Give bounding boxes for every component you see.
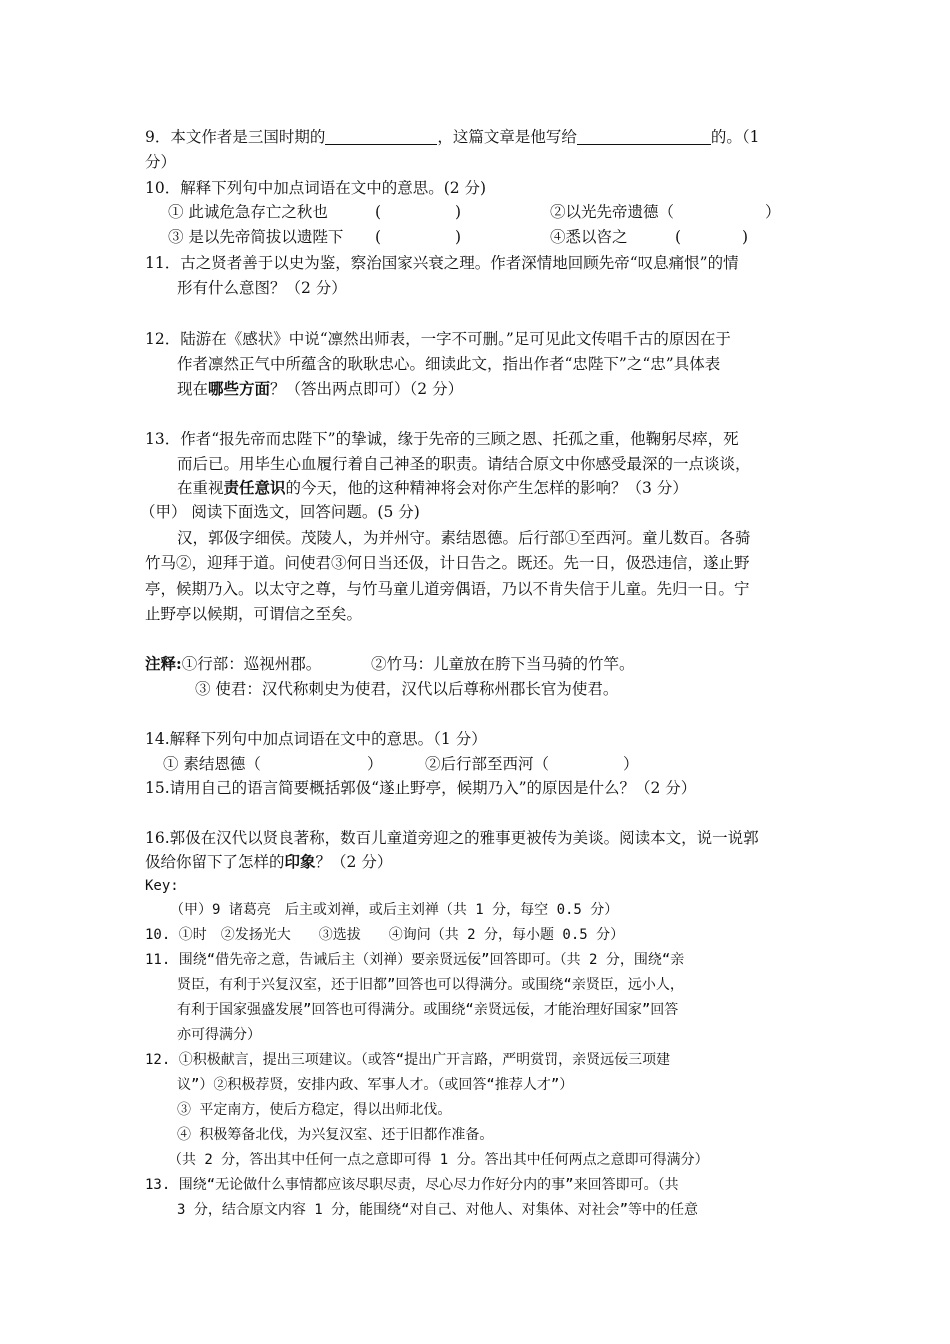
note-3: ③ 使君：汉代称刺史为使君，汉代以后尊称州郡长官为使君。 [195, 680, 619, 698]
q11-line-2: 形有什么意图？（2 分） [177, 279, 347, 297]
q9-text-a: 9．本文作者是三国时期的 [145, 128, 326, 146]
key-11-line-3: 有利于国家强盛发展”回答也可得满分。或围绕“亲贤远佞，才能治理好国家”回答 [177, 1002, 679, 1018]
q16-line-2 [145, 850, 810, 874]
passage-line-1: 汉，郭伋字细侯。茂陵人，为并州守。素结恩德。后行部①至西河。童儿数百。各骑 [177, 529, 751, 547]
q11-line-1: 11．古之贤者善于以史为鉴，察治国家兴衰之理。作者深情地回顾先帝“叹息痛恨”的情 [145, 254, 739, 272]
q14-item-a-close: ） [367, 755, 383, 773]
q13-l3a: 在重视 [177, 479, 224, 497]
q10-paren-open-3: ( [375, 228, 382, 246]
q13-l3c: 的今天，他的这种精神将会对你产生怎样的影响？（3 分） [285, 479, 688, 497]
q13-l3b: 责任意识 [223, 478, 286, 497]
q10-paren-close-2: ） [765, 203, 781, 221]
q9-text-b: ，这篇文章是他写给 [437, 128, 577, 146]
q10-item-2: ②以光先帝遗德（ [550, 203, 675, 221]
q13-line-3 [177, 476, 842, 500]
q13-line-2: 而后已。用毕生心血履行着自己神圣的职责。请结合原文中你感受最深的一点谈谈， [177, 455, 751, 473]
q16-l2b: 印象 [284, 852, 316, 871]
key-12-line-5: （共 2 分，答出其中任何一点之意即可得 1 分。答出其中任何两点之意即可得满分） [168, 1152, 709, 1168]
notes-label: 注释: [145, 654, 182, 673]
q16-l2c: ？（2 分） [315, 853, 393, 871]
q15-line-1: 15.请用自己的语言简要概括郭伋“遂止野亭，候期乃入”的原因是什么？（2 分） [145, 779, 697, 797]
passage-line-3: 亭，候期乃入。以太守之尊，与竹马童儿道旁偶语，乃以不肯失信于儿童。先归一日。宁 [145, 580, 750, 598]
q12-line-1: 12．陆游在《感状》中说“凛然出师表，一字不可删。”足可见此文传唱千古的原因在于 [145, 330, 731, 348]
passage-line-4: 止野亭以候期，可谓信之至矣。 [145, 605, 363, 623]
key-11-line-2: 贤臣，有利于兴复汉室，还于旧都”回答也可以得满分。或围绕“亲贤臣，远小人， [177, 977, 684, 993]
key-12-line-3: ③ 平定南方，使后方稳定，得以出师北伐。 [177, 1102, 452, 1118]
q14-item-b-close: ） [623, 755, 639, 773]
q14-item-a: ① 素结恩德（ [163, 755, 261, 773]
q9-blank-author[interactable] [325, 128, 437, 145]
key-label: Key: [145, 878, 179, 894]
note-2: ②竹马：儿童放在胯下当马骑的竹竿。 [371, 655, 635, 673]
key-13-line-1: 13. 围绕“无论做什么事情都应该尽职尽责，尽心尽力作好分内的事”来回答即可。（共 [145, 1177, 679, 1193]
passage-line-2: 竹马②，迎拜于道。问使君③何日当还伋，计日告之。既还。先一日，伋恐违信，遂止野 [145, 554, 750, 572]
q16-line-1: 16.郭伋在汉代以贤良著称，数百儿童道旁迎之的雅事更被传为美谈。阅读本文，说一说郭 [145, 829, 759, 847]
key-10: 10. ①时 ②发扬光大 ③选拔 ④询问（共 2 分，每小题 0.5 分） [145, 927, 625, 943]
q10-item-3: ③ 是以先帝简拔以遗陛下 [168, 228, 344, 246]
q14-item-b: ②后行部至西河（ [425, 755, 550, 773]
q10-item-4: ④悉以咨之 [550, 228, 628, 246]
key-13-line-2: 3 分，结合原文内容 1 分，能围绕“对自己、对他人、对集体、对社会”等中的任意 [177, 1202, 698, 1218]
passage-heading: （甲） 阅读下面选文，回答问题。(5 分) [140, 503, 420, 521]
q12-l3a: 现在 [177, 380, 209, 398]
q14-stem: 14.解释下列句中加点词语在文中的意思。（1 分） [145, 730, 487, 748]
notes-row-1 [145, 652, 810, 676]
key-11-line-1: 11. 围绕“借先帝之意，告诫后主（刘禅）要亲贤远佞”回答即可。（共 2 分，围绕“亲 [145, 952, 685, 968]
q9-text-c: 的。（1 [710, 128, 760, 146]
q16-l2a: 伋给你留下了怎样的 [145, 853, 285, 871]
q10-paren-open-1: ( [375, 203, 382, 221]
q13-line-1: 13．作者“报先帝而忠陛下”的挚诚，缘于先帝的三顾之恩、托孤之重，他鞠躬尽瘁，死 [145, 430, 739, 448]
key-12-line-2: 议”）②积极荐贤，安排内政、军事人才。（或回答“推荐人才”） [177, 1077, 574, 1093]
q9-text-d: 分） [145, 153, 177, 171]
q10-paren-close-4: ) [742, 228, 749, 246]
q10-item-1: ① 此诚危急存亡之秋也 [168, 203, 328, 221]
q9-blank-recipient[interactable] [577, 128, 711, 145]
key-12-line-4: ④ 积极筹备北伐，为兴复汉室、还于旧都作准备。 [177, 1127, 494, 1143]
question-9 [145, 125, 810, 149]
q12-l3b: 哪些方面 [208, 379, 271, 398]
q10-paren-open-4: ( [675, 228, 682, 246]
q10-paren-close-3: ) [455, 228, 462, 246]
note-1: ①行部：巡视州郡。 [181, 655, 322, 673]
key-9: （甲）9 诸葛亮 后主或刘禅，或后主刘禅（共 1 分，每空 0.5 分） [170, 902, 619, 918]
q12-line-2: 作者凛然正气中所蕴含的耿耿忠心。细读此文，指出作者“忠陛下”之“忠”具体表 [177, 355, 721, 373]
q10-paren-close-1: ) [455, 203, 462, 221]
question-10-stem: 10．解释下列句中加点词语在文中的意思。(2 分) [145, 179, 487, 197]
key-12-line-1: 12. ①积极献言，提出三项建议。（或答“提出广开言路，严明赏罚，亲贤远佞三项建 [145, 1052, 671, 1068]
key-11-line-4: 亦可得满分） [177, 1027, 261, 1043]
q12-l3c: ？（答出两点即可）（2 分） [270, 380, 464, 398]
q12-line-3 [177, 377, 842, 401]
